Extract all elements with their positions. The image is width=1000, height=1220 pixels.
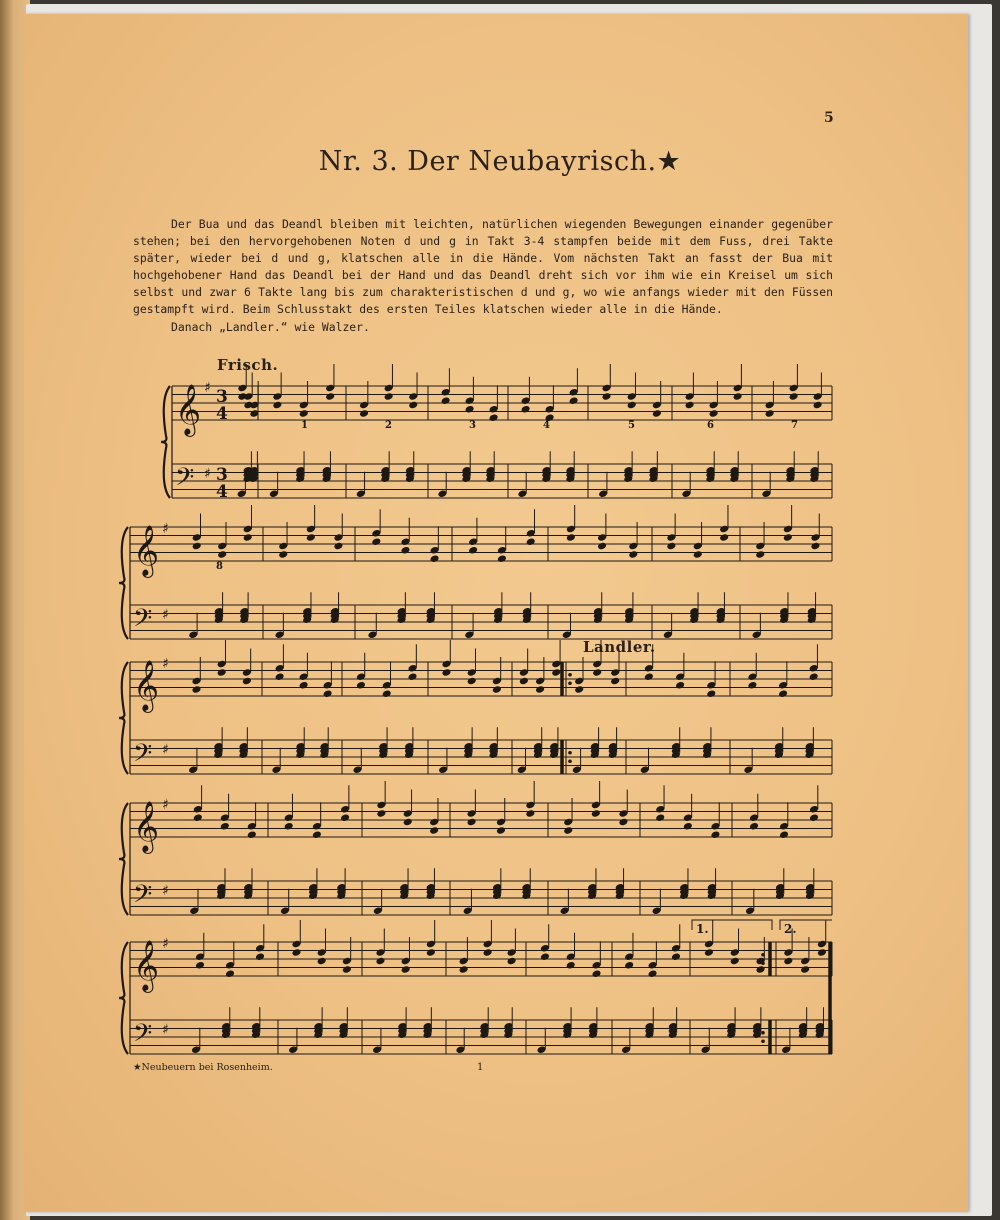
- note-head: [429, 826, 439, 835]
- bar-number: 7: [791, 420, 798, 431]
- note-head: [306, 533, 316, 542]
- note-head: [195, 961, 205, 970]
- treble-clef-icon: 𝄞: [133, 801, 160, 852]
- note-head: [710, 830, 720, 839]
- note-head: [359, 409, 369, 418]
- note-head: [441, 396, 451, 405]
- note-head: [685, 401, 695, 410]
- note-head: [408, 401, 418, 410]
- bass-clef-icon: 𝄢: [133, 739, 153, 774]
- sharp-icon: ♯: [162, 521, 169, 537]
- system-brace: [161, 386, 170, 498]
- treble-clef-icon: 𝄞: [133, 525, 160, 576]
- note-head: [592, 668, 602, 677]
- note-head: [601, 392, 611, 401]
- bass-clef-icon: 𝄢: [133, 1019, 153, 1054]
- note-head: [217, 668, 227, 677]
- note-head: [800, 965, 810, 974]
- bar-number: 3: [469, 420, 476, 431]
- sharp-icon: ♯: [204, 380, 211, 396]
- time-signature-bottom: 4: [216, 482, 228, 502]
- note-head: [496, 826, 506, 835]
- note-head: [312, 830, 322, 839]
- note-head: [275, 672, 285, 681]
- sharp-icon: ♯: [162, 883, 169, 899]
- note-head: [551, 668, 561, 677]
- note-head: [401, 965, 411, 974]
- note-head: [403, 818, 413, 827]
- instructions-paragraph-2: Danach „Landler.“ wie Walzer.: [171, 319, 370, 334]
- note-head: [563, 826, 573, 835]
- bass-clef-icon: 𝄢: [133, 604, 153, 639]
- treble-clef-icon: 𝄞: [133, 940, 160, 991]
- note-head: [675, 681, 685, 690]
- tempo-marking-frisch: Frisch.: [217, 356, 279, 374]
- note-head: [519, 677, 529, 686]
- note-head: [671, 952, 681, 961]
- note-head: [809, 672, 819, 681]
- system-brace: [119, 662, 128, 774]
- volta-label-2: 2.: [784, 922, 797, 936]
- note-head: [225, 969, 235, 978]
- note-head: [521, 405, 531, 414]
- piece-title: Nr. 3. Der Neubayrisch.★: [318, 146, 682, 177]
- note-head: [426, 948, 436, 957]
- note-head: [610, 677, 620, 686]
- note-head: [755, 550, 765, 559]
- note-head: [255, 952, 265, 961]
- bass-clef-icon: 𝄢: [175, 463, 195, 498]
- note-head: [242, 677, 252, 686]
- note-head: [624, 961, 634, 970]
- note-head: [220, 822, 230, 831]
- note-head: [628, 550, 638, 559]
- sharp-icon: ♯: [162, 1022, 169, 1038]
- time-signature-top: 3: [216, 465, 228, 485]
- note-head: [648, 969, 658, 978]
- note-head: [323, 689, 333, 698]
- instructions-paragraph-1: Der Bua und das Deandl bleiben mit leichten, natürlichen wiegenden Bewegungen einander gegenüber stehen; bei den hervorgehobenen Noten d und g in Takt 3-4 stampfen beide mit dem Fuss, drei Takte später, wieder bei d und g, klatschen alle in die Hände. Vom nächsten Takt an fasst der Bua mit hochgehobener Hand das Deandl bei der Hand und das Deandl dreht sich vor ihm wie ein Kreisel um sich selbst und zwar 6 Takte lang bis zum charakteristischen d und g, wo wie anfangs wieder mit den Füssen gestampft wird. Beim Schlusstakt des ersten Teiles klatschen wieder alle in die Hände.: [133, 217, 833, 317]
- note-head: [400, 546, 410, 555]
- sharp-icon: ♯: [162, 936, 169, 952]
- note-head: [644, 672, 654, 681]
- treble-clef-icon: 𝄞: [175, 384, 202, 435]
- tempo-marking-landler: Landler.: [583, 638, 656, 656]
- sharp-icon: ♯: [162, 742, 169, 758]
- note-head: [384, 392, 394, 401]
- note-head: [525, 809, 535, 818]
- note-head: [730, 957, 740, 966]
- bar-number: 5: [628, 420, 635, 431]
- note-head: [193, 813, 203, 822]
- note-head: [243, 533, 253, 542]
- note-head: [719, 533, 729, 542]
- sharp-icon: ♯: [162, 797, 169, 813]
- note-head: [783, 957, 793, 966]
- note-head: [382, 689, 392, 698]
- note-head: [810, 542, 820, 551]
- repeat-dot: [568, 681, 572, 685]
- note-head: [706, 689, 716, 698]
- note-head: [192, 542, 202, 551]
- sharp-icon: ♯: [204, 466, 211, 482]
- bar-number: 1: [301, 420, 308, 431]
- system-brace: [119, 527, 128, 639]
- bar-number: 6: [707, 420, 714, 431]
- note-head: [817, 948, 827, 957]
- repeat-dot: [568, 673, 572, 677]
- treble-clef-icon: 𝄞: [133, 660, 160, 711]
- volta-label-1: 1.: [696, 922, 709, 936]
- note-head: [340, 813, 350, 822]
- note-head: [591, 809, 601, 818]
- note-head: [507, 957, 517, 966]
- footnote: ★Neubeuern bei Rosenheim.: [133, 1062, 273, 1073]
- note-head: [627, 401, 637, 410]
- time-signature-bottom: 4: [216, 404, 228, 424]
- note-head: [291, 948, 301, 957]
- note-head: [467, 818, 477, 827]
- repeat-dot: [761, 1039, 765, 1043]
- note-head: [465, 405, 475, 414]
- note-head: [375, 957, 385, 966]
- note-head: [747, 681, 757, 690]
- sheet-number: 1: [477, 1062, 484, 1073]
- note-head: [783, 533, 793, 542]
- repeat-dot: [568, 759, 572, 763]
- sharp-icon: ♯: [162, 656, 169, 672]
- note-head: [356, 681, 366, 690]
- page-number: 5: [824, 110, 834, 126]
- note-head: [666, 542, 676, 551]
- note-head: [569, 396, 579, 405]
- note-head: [376, 809, 386, 818]
- time-signature-top: 3: [216, 387, 228, 407]
- note-head: [278, 550, 288, 559]
- note-head: [655, 813, 665, 822]
- note-head: [779, 830, 789, 839]
- note-head: [408, 672, 418, 681]
- note-head: [468, 546, 478, 555]
- note-head: [756, 965, 766, 974]
- note-head: [371, 537, 381, 546]
- note-head: [709, 409, 719, 418]
- note-head: [497, 554, 507, 563]
- note-head: [540, 952, 550, 961]
- note-head: [526, 537, 536, 546]
- note-head: [284, 822, 294, 831]
- note-head: [704, 948, 714, 957]
- bass-clef-icon: 𝄢: [133, 880, 153, 915]
- note-head: [733, 392, 743, 401]
- note-head: [535, 685, 545, 694]
- note-head: [299, 409, 309, 418]
- note-head: [778, 689, 788, 698]
- note-head: [217, 550, 227, 559]
- note-head: [749, 822, 759, 831]
- note-head: [566, 961, 576, 970]
- note-head: [813, 401, 823, 410]
- note-head: [459, 965, 469, 974]
- note-head: [333, 542, 343, 551]
- note-head: [809, 813, 819, 822]
- bar-number: 4: [543, 420, 550, 431]
- note-head: [574, 685, 584, 694]
- note-head: [592, 969, 602, 978]
- note-head: [765, 409, 775, 418]
- repeat-dot: [761, 1031, 765, 1035]
- sharp-icon: ♯: [162, 607, 169, 623]
- note-head: [652, 409, 662, 418]
- note-head: [467, 677, 477, 686]
- note-head: [566, 533, 576, 542]
- note-head: [683, 822, 693, 831]
- note-head: [325, 392, 335, 401]
- note-head: [789, 392, 799, 401]
- note-head: [342, 965, 352, 974]
- system-brace: [119, 803, 128, 915]
- note-head: [492, 685, 502, 694]
- note-head: [191, 685, 201, 694]
- repeat-dot: [568, 751, 572, 755]
- note-head: [618, 818, 628, 827]
- note-head: [299, 681, 309, 690]
- note-head: [489, 413, 499, 422]
- note-head: [430, 554, 440, 563]
- note-head: [317, 957, 327, 966]
- note-head: [693, 550, 703, 559]
- bar-number: 8: [216, 561, 223, 572]
- note-head: [597, 542, 607, 551]
- system-brace: [119, 942, 128, 1054]
- note-head: [483, 948, 493, 957]
- note-head: [272, 401, 282, 410]
- note-head: [247, 830, 257, 839]
- note-head: [441, 668, 451, 677]
- bar-number: 2: [385, 420, 392, 431]
